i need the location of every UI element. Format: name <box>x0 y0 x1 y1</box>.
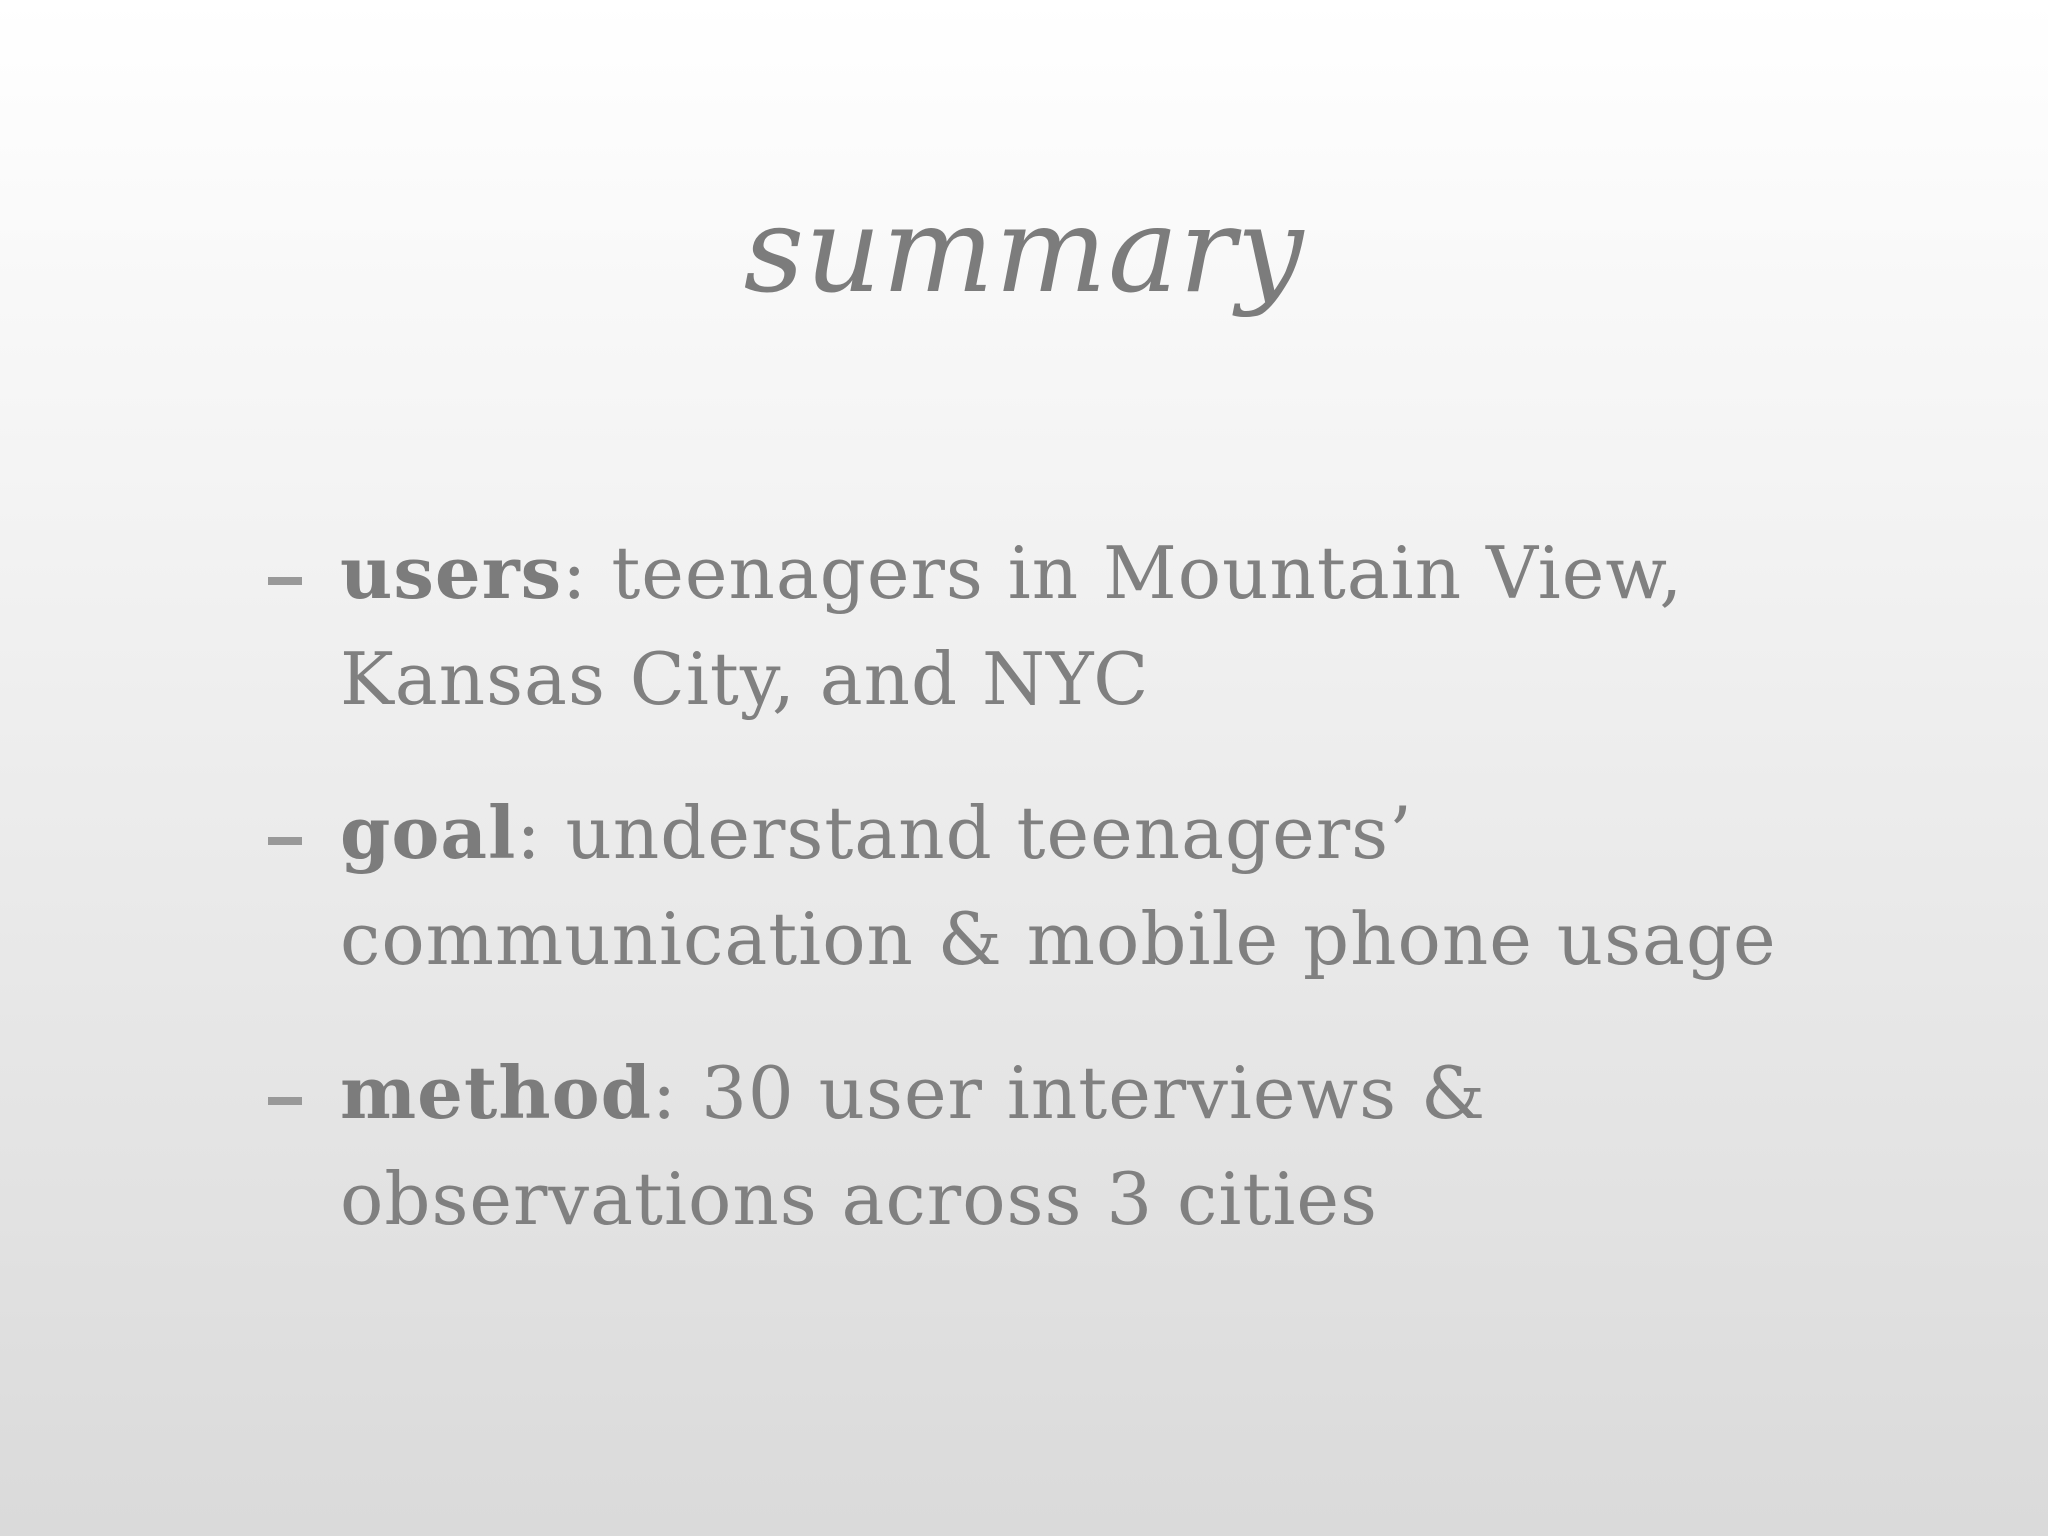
bullet-key: goal <box>340 790 517 875</box>
bullet-item-goal <box>265 780 1845 992</box>
slide-title: summary <box>743 181 1305 319</box>
bullet-item-users <box>265 520 1845 732</box>
bullet-separator: : <box>516 791 542 875</box>
bullet-text: teenagers in Mountain View, Kansas City, and NYC <box>340 531 1684 721</box>
bullet-key: users <box>340 530 563 615</box>
bullet-text: understand teenagers’ communication & mobile phone usage <box>340 791 1777 981</box>
bullet-item-method <box>265 1040 1845 1252</box>
dash-icon <box>268 837 302 845</box>
bullet-separator: : <box>651 1051 678 1135</box>
bullet-text: 30 user interviews & observations across 3 cities <box>340 1051 1487 1241</box>
bullet-key: method <box>340 1050 652 1135</box>
bullet-separator: : <box>562 531 588 615</box>
bullet-list <box>265 520 1845 1300</box>
dash-icon <box>268 577 302 585</box>
dash-icon <box>268 1097 302 1105</box>
